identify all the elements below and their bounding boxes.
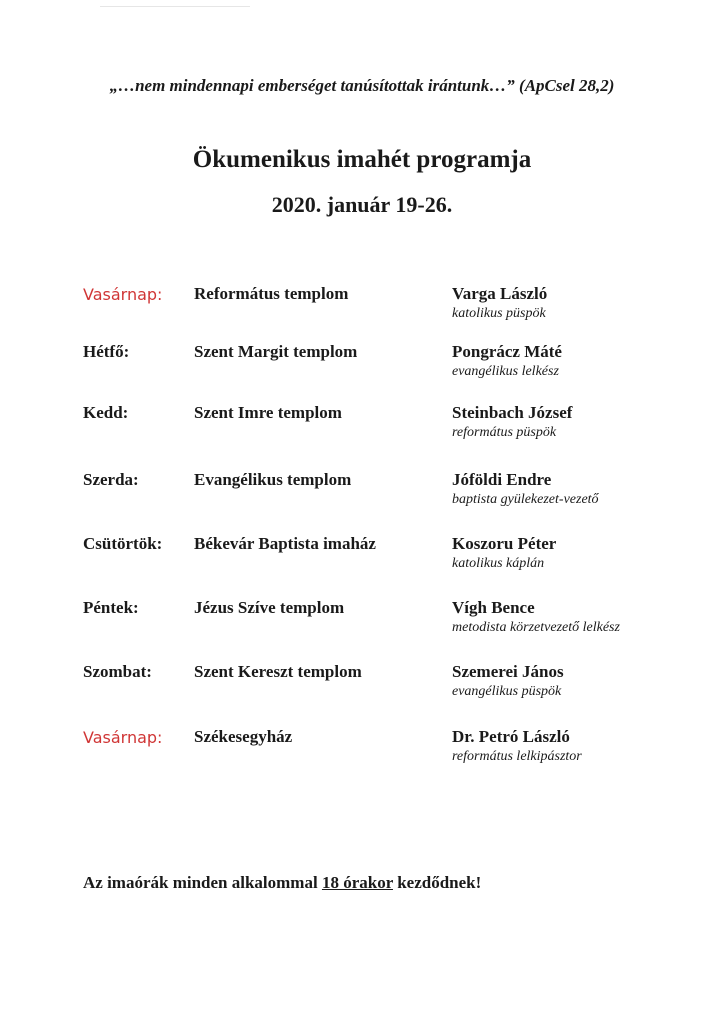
schedule-place: Szent Kereszt templom (194, 662, 362, 681)
schedule-speaker-role: evangélikus lelkész (452, 364, 559, 379)
schedule-day: Csütörtök: (83, 534, 163, 553)
schedule-day: Hétfő: (83, 342, 130, 361)
schedule-speaker-role: református lelkipásztor (452, 749, 582, 764)
schedule-row (0, 403, 724, 453)
schedule-speaker-role: református püspök (452, 425, 557, 440)
start-time: 18 órakor (321, 873, 393, 892)
schedule-place: Szent Margit templom (194, 342, 358, 361)
schedule-day: Vasárnap: (83, 728, 163, 747)
schedule-day: Vasárnap: (83, 285, 163, 304)
schedule-place: Református templom (194, 284, 349, 303)
footer-note (83, 873, 481, 893)
schedule-speaker-role: katolikus káplán (452, 556, 545, 571)
footer-text-after: kezdődnek! (392, 873, 482, 892)
page-title: Ökumenikus imahét programja (192, 146, 532, 173)
schedule-row (0, 662, 724, 712)
schedule-speaker-role: katolikus püspök (452, 306, 546, 321)
schedule-place: Jézus Szíve templom (194, 598, 345, 617)
schedule-day: Szombat: (83, 662, 152, 681)
schedule-speaker: Varga László (452, 284, 548, 303)
schedule-speaker: Steinbach József (452, 403, 573, 422)
schedule-day: Szerda: (83, 470, 139, 489)
schedule-speaker-role: evangélikus püspök (452, 684, 562, 699)
schedule-speaker: Vígh Bence (452, 598, 535, 617)
schedule-day: Kedd: (83, 403, 129, 422)
bible-quote: „…nem mindennapi emberséget tanúsítottak irántunk…” (ApCsel 28,2) (109, 76, 615, 95)
scan-artifact-line (100, 6, 250, 7)
schedule-row (0, 534, 724, 584)
event-date: 2020. január 19-26. (271, 192, 453, 217)
schedule-speaker: Jóföldi Endre (452, 470, 552, 489)
footer-text-before: Az imaórák minden alkalommal (83, 873, 322, 892)
schedule-place: Székesegyház (194, 727, 293, 746)
schedule-speaker: Dr. Petró László (452, 727, 570, 746)
schedule-speaker-role: metodista körzetvezető lelkész (452, 620, 620, 635)
schedule-row (0, 342, 724, 392)
schedule-speaker: Koszoru Péter (452, 534, 557, 553)
schedule-place: Evangélikus templom (194, 470, 352, 489)
schedule-place: Szent Imre templom (194, 403, 342, 422)
schedule-speaker: Szemerei János (452, 662, 564, 681)
schedule-row (0, 598, 724, 648)
schedule-speaker-role: baptista gyülekezet-vezető (452, 492, 599, 507)
schedule-row (0, 284, 724, 334)
schedule-row (0, 727, 724, 777)
schedule-speaker: Pongrácz Máté (452, 342, 562, 361)
schedule-place: Békevár Baptista imaház (194, 534, 376, 553)
schedule-row (0, 470, 724, 520)
schedule-day: Péntek: (83, 598, 139, 617)
